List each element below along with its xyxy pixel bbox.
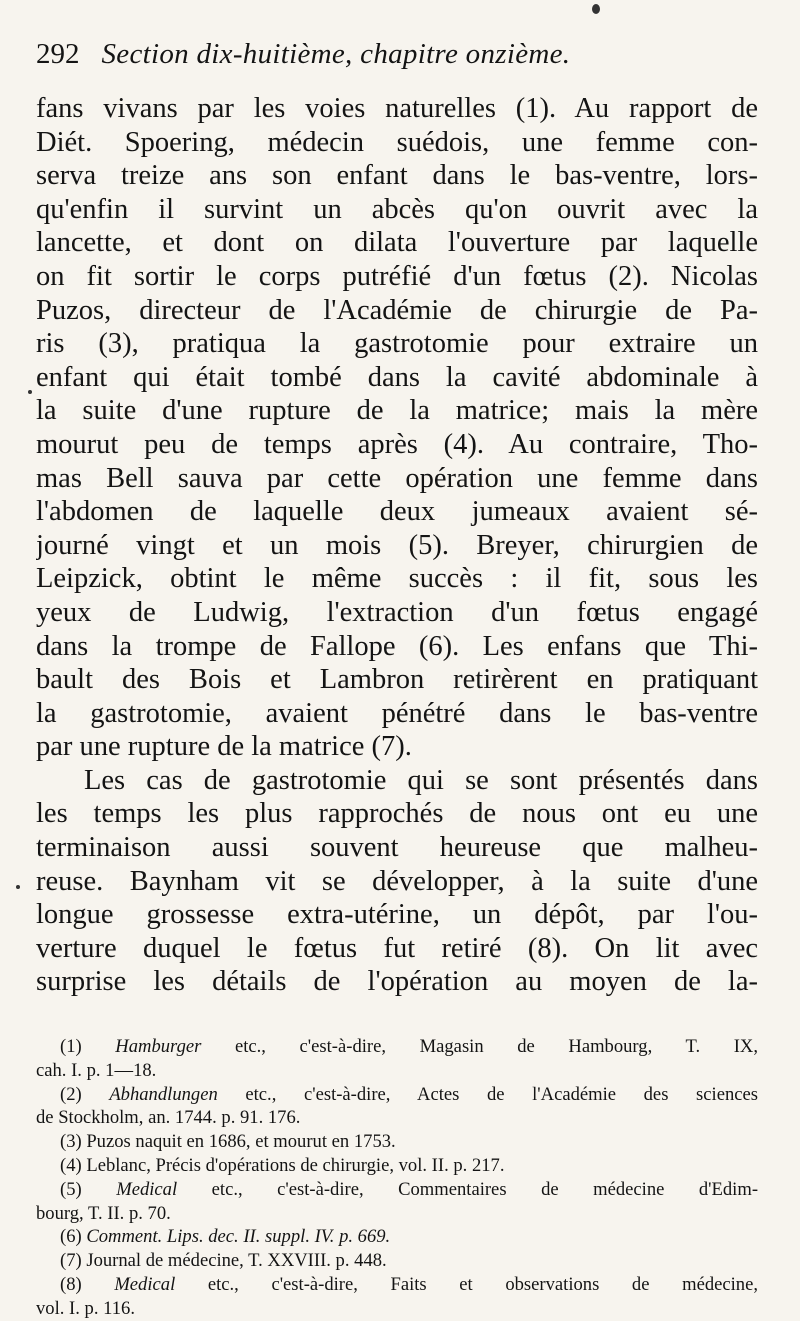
footnote-text: Leblanc, Précis d'opérations de chirurgie, vol. II. p. 217. (86, 1155, 505, 1177)
text-line: Puzos, directeur de l'Académie de chirurgie de Pa- (36, 294, 758, 326)
text-line: Leipzick, obtint le même succès : il fit, sous les (36, 563, 758, 595)
ink-speck (28, 390, 32, 394)
footnote-text: etc., c'est-à-dire, Faits et observations de médecine, (175, 1274, 758, 1295)
text-line: reuse. Baynham vit se développer, à la suite d'une (36, 865, 758, 897)
text-line: enfant qui était tombé dans la cavité abdominale à (36, 361, 758, 393)
body-text (36, 92, 758, 999)
text-line: dans la trompe de Fallope (6). Les enfans que Thi- (36, 630, 758, 662)
footnote-text: etc., c'est-à-dire, Commentaires de médecine d'Edim- (177, 1178, 758, 1200)
footnote-6 (36, 1225, 758, 1249)
footnote-text: etc., c'est-à-dire, Actes de l'Académie des sciences (217, 1083, 758, 1105)
text-line: ris (3), pratiqua la gastrotomie pour extraire un (36, 328, 758, 360)
footnote-1 (36, 1035, 758, 1059)
ink-speck (16, 885, 20, 889)
footnote-reference: Medical (116, 1178, 178, 1200)
text-line: serva treize ans son enfant dans le bas-ventre, lors- (36, 160, 758, 192)
footnote-reference: Hamburger (115, 1036, 202, 1058)
running-title: Section dix-huitième, chapitre onzième. (101, 38, 571, 70)
footnote-marker: (3) (60, 1131, 82, 1153)
footnote-reference: Comment. Lips. dec. II. suppl. IV. p. 669. (86, 1226, 391, 1248)
footnote-text: Journal de médecine, T. XXVIII. p. 448. (86, 1250, 387, 1272)
footnote-2-continuation: de Stockholm, an. 1744. p. 91. 176. (36, 1107, 301, 1129)
footnote-1-continuation: cah. I. p. 1—18. (36, 1059, 157, 1081)
text-line: fans vivans par les voies naturelles (1). Au rapport de (36, 93, 758, 124)
footnote-text: etc., c'est-à-dire, Magasin de Hambourg, T. IX, (201, 1036, 758, 1058)
text-line: terminaison aussi souvent heureuse que malheu- (36, 832, 758, 864)
text-line: on fit sortir le corps putréfié d'un fœtus (2). Nicolas (36, 260, 758, 292)
footnote-marker: (4) (60, 1155, 82, 1177)
footnote-4 (36, 1154, 758, 1178)
text-line: bault des Bois et Lambron retirèrent en pratiquant (36, 664, 758, 696)
text-line: yeux de Ludwig, l'extraction d'un fœtus engagé (36, 596, 758, 628)
footnotes (36, 1035, 758, 1321)
footnote-3 (36, 1130, 758, 1154)
footnote-reference: Medical (114, 1274, 176, 1295)
footnote-5-continuation: bourg, T. II. p. 70. (36, 1202, 171, 1224)
footnote-marker: (7) (60, 1250, 82, 1272)
text-line: mas Bell sauva par cette opération une femme dans (36, 462, 758, 494)
ink-speck (592, 4, 600, 14)
text-line: par une rupture de la matrice (7). (36, 731, 412, 763)
text-line: Les cas de gastrotomie qui se sont présentés dans (84, 764, 758, 796)
page-number: 292 (36, 38, 80, 70)
text-line: longue grossesse extra-utérine, un dépôt, par l'ou- (36, 899, 758, 931)
footnote-8 (36, 1273, 758, 1297)
footnote-marker: (2) (60, 1083, 82, 1105)
text-line: mourut peu de temps après (4). Au contraire, Tho- (36, 428, 758, 460)
text-line: la suite d'une rupture de la matrice; mais la mère (36, 395, 758, 427)
text-line: Diét. Spoering, médecin suédois, une femme con- (36, 126, 758, 158)
footnote-5 (36, 1178, 758, 1202)
text-line: lancette, et dont on dilata l'ouverture par laquelle (36, 227, 758, 259)
text-line: verture duquel le fœtus fut retiré (8). On lit avec (36, 932, 758, 964)
text-line: la gastrotomie, avaient pénétré dans le bas-ventre (36, 697, 758, 729)
footnote-text: Puzos naquit en 1686, et mourut en 1753. (86, 1131, 396, 1153)
footnote-8-continuation: vol. I. p. 116. (36, 1297, 135, 1319)
footnote-reference: Abhandlungen (109, 1083, 218, 1105)
footnote-marker: (5) (60, 1178, 82, 1200)
footnote-marker: (8) (60, 1274, 82, 1295)
text-line: surprise les détails de l'opération au moyen de la- (36, 966, 758, 998)
text-line: qu'enfin il survint un abcès qu'on ouvrit avec la (36, 193, 758, 225)
text-line: l'abdomen de laquelle deux jumeaux avaient sé- (36, 496, 758, 528)
page-header (36, 38, 758, 90)
footnote-marker: (6) (60, 1226, 82, 1248)
footnote-marker: (1) (60, 1036, 82, 1058)
text-line: les temps les plus rapprochés de nous ont eu une (36, 798, 758, 830)
footnote-7 (36, 1249, 758, 1273)
text-line: journé vingt et un mois (5). Breyer, chirurgien de (36, 529, 758, 561)
footnote-2 (36, 1083, 758, 1107)
